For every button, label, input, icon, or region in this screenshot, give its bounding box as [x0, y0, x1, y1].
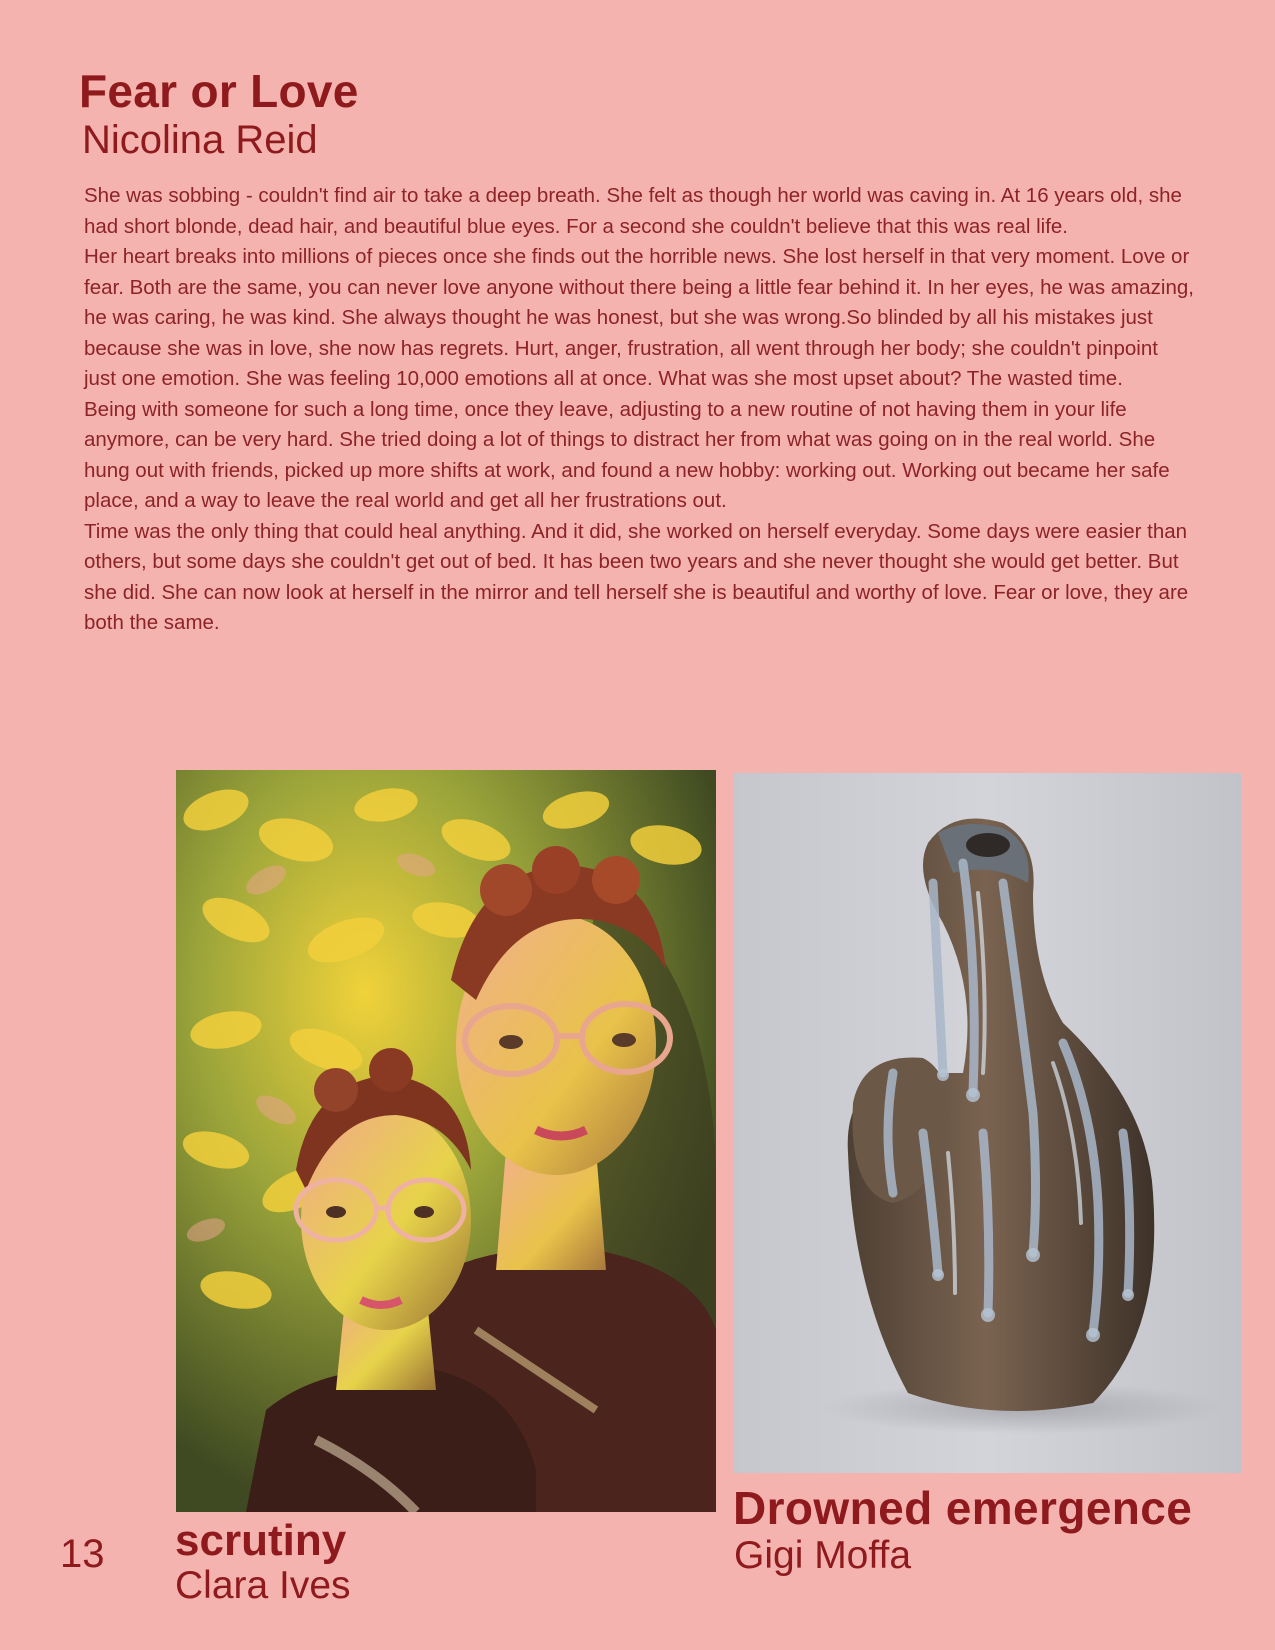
sculpture-drowned-emergence-image [733, 773, 1241, 1473]
story-title: Fear or Love [79, 65, 359, 117]
story-paragraph: She was sobbing - couldn't find air to take a deep breath. She felt as though her world was caving in. At 16 years old, she had short blonde, dead hair, and beautiful blue eyes. For a second she couldn't believe that this was real life. [84, 184, 1182, 238]
page-number: 13 [60, 1532, 105, 1576]
artwork-title: scrutiny [175, 1516, 347, 1565]
artwork-title: Drowned emergence [733, 1482, 1193, 1534]
artwork-artist: Clara Ives [175, 1564, 351, 1607]
story-author: Nicolina Reid [82, 118, 318, 162]
painting-scrutiny-image [176, 770, 716, 1512]
story-paragraph: Being with someone for such a long time, once they leave, adjusting to a new routine of not having them in your life anymore, can be very hard. She tried doing a lot of things to distract her from what was going on in the real world. She hung out with friends, picked up more shifts at work, and found a new hobby: working out. Working out became her safe place, and a way to leave the real world and get all her frustrations out. [84, 397, 1170, 512]
artwork-artist: Gigi Moffa [734, 1534, 912, 1577]
story-paragraph: Time was the only thing that could heal anything. And it did, she worked on herself everyday. Some days were easier than others, but some days she couldn't get out of bed. It has been two years and she never thought she would get better. But she did. She can now look at herself in the mirror and tell herself she is beautiful and worthy of love. Fear or love, they are both the same. [84, 519, 1189, 634]
story-paragraph: Her heart breaks into millions of pieces once she finds out the horrible news. She lost herself in that very moment. Love or fear. Both are the same, you can never love anyone without there being a little fear behind it. In her eyes, he was amazing, he was caring, he was kind. She always thought he was honest, but she was wrong.So blinded by all his mistakes just because she was in love, she now has regrets. Hurt, anger, frustration, all went through her body; she couldn't pinpoint just one emotion. She was feeling 10,000 emotions all at once. What was she most upset about? The wasted time. [84, 245, 1194, 390]
story-body [84, 181, 1194, 639]
